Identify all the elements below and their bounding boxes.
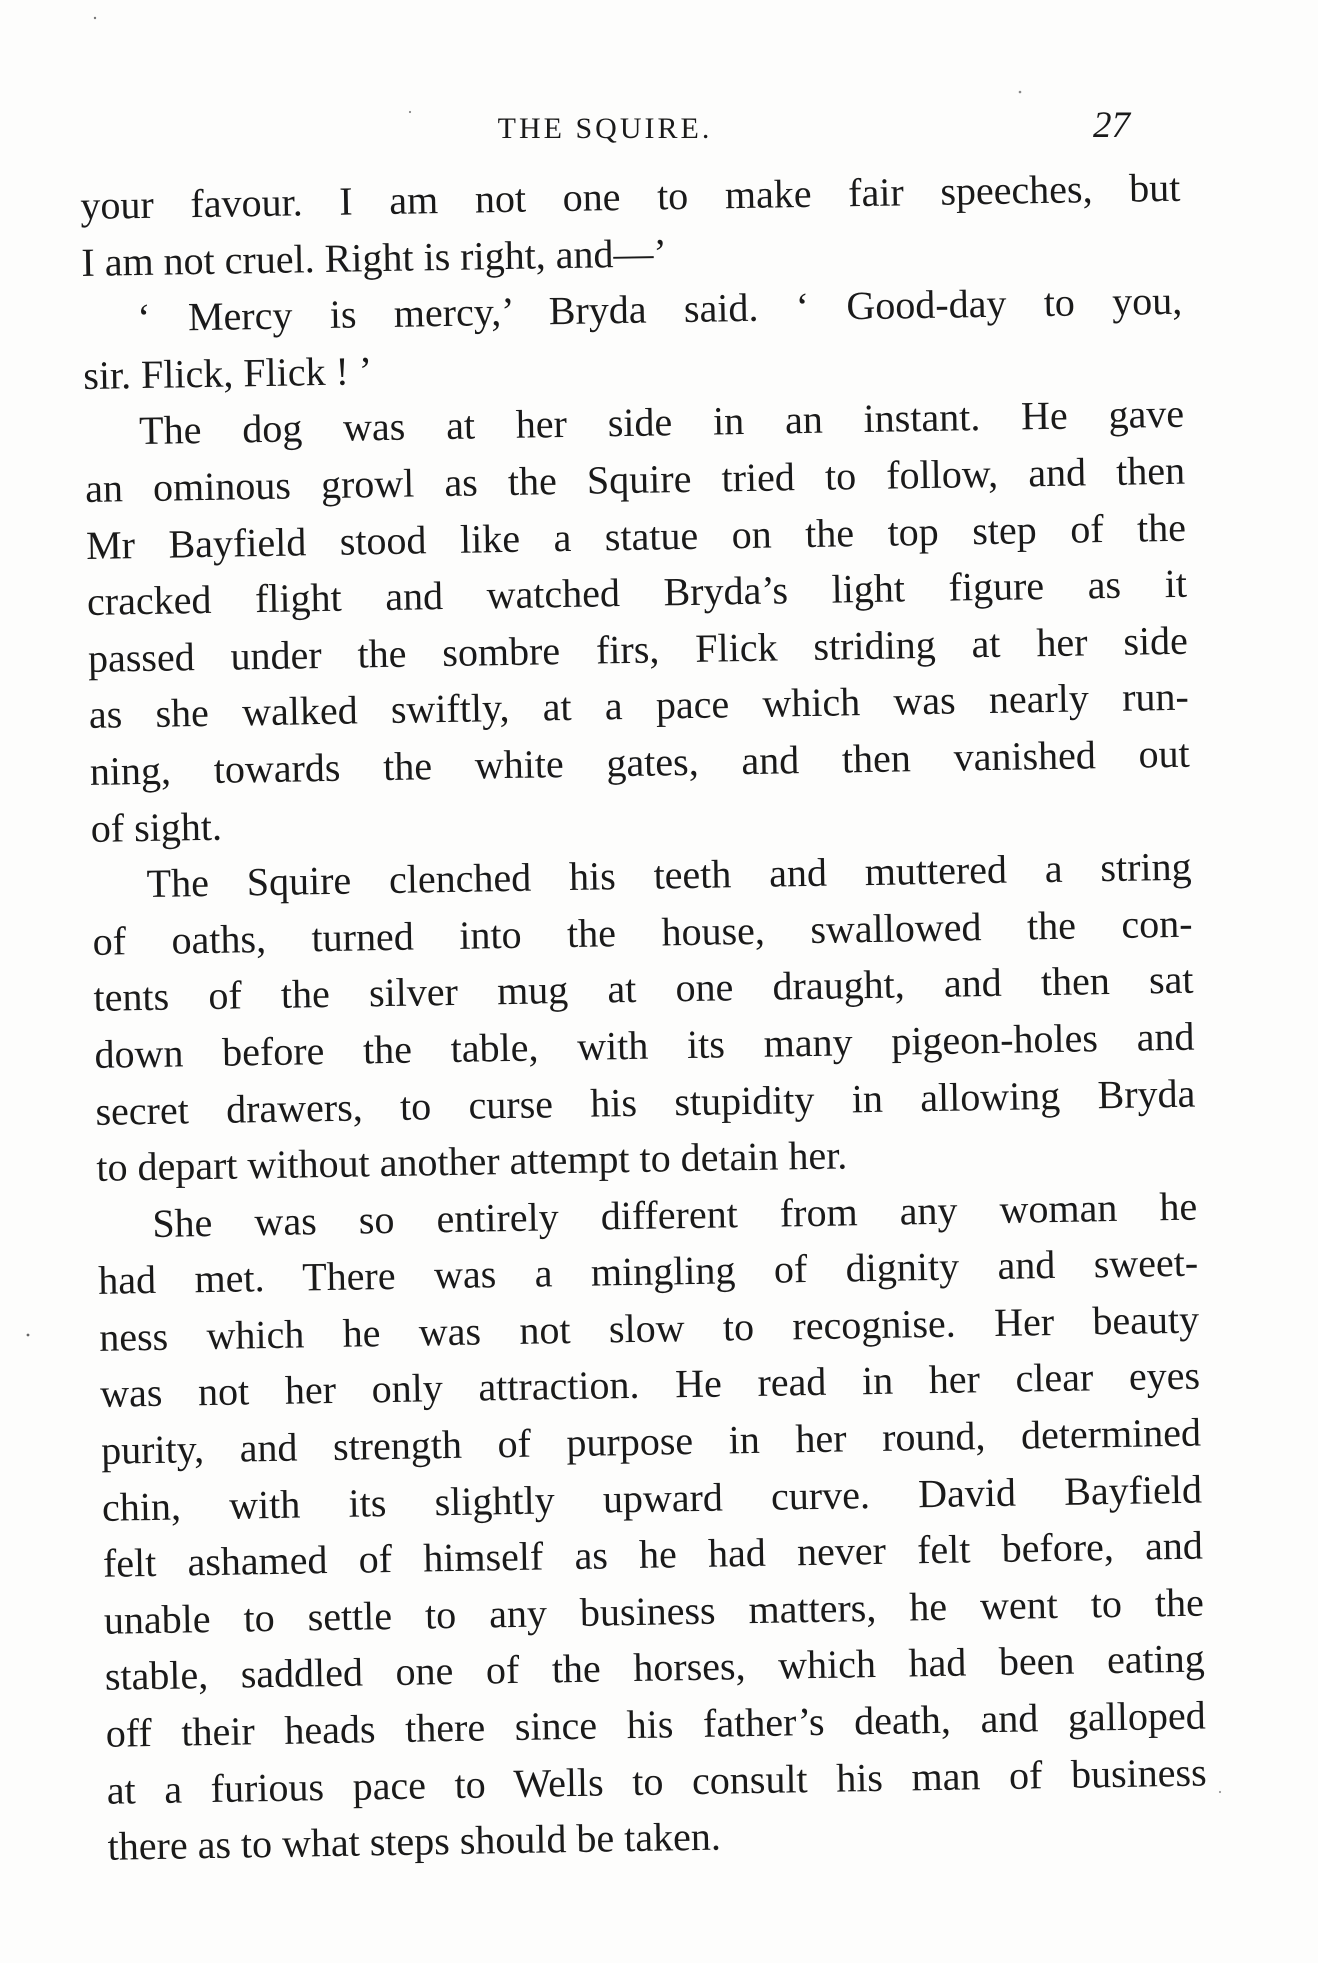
text-line: ness which he was not slow to recognise. Her beauty xyxy=(98,1296,1200,1360)
text-line: secret drawers, to curse his stupidity in allowing Bryda xyxy=(95,1070,1196,1134)
text-line: The Squire clenched his teeth and muttered a string xyxy=(146,843,1192,907)
running-head xyxy=(80,104,1130,150)
text-line: down before the table, with its many pigeon-holes and xyxy=(94,1013,1195,1077)
text-line: your favour. I am not one to make fair speeches, but xyxy=(80,164,1181,228)
text-line: of oaths, turned into the house, swallowed the con- xyxy=(92,900,1193,964)
text-line: there as to what steps should be taken. xyxy=(107,1813,722,1869)
text-line: felt ashamed of himself as he had never felt before, and xyxy=(102,1522,1204,1587)
text-line: passed under the sombre firs, Flick striding at her side xyxy=(87,617,1189,681)
text-line: of sight. xyxy=(90,803,223,851)
text-line: Mr Bayfield stood like a statue on the top step of the xyxy=(85,504,1187,568)
text-line: She was so entirely different from any woman he xyxy=(151,1183,1198,1246)
text-line: an ominous growl as the Squire tried to follow, and then xyxy=(84,447,1186,511)
text-line: purity, and strength of purpose in her round, determined xyxy=(100,1409,1202,1473)
body-text xyxy=(80,160,1208,1876)
running-title: THE SQUIRE. xyxy=(497,112,713,145)
text-line: had met. There was a mingling of dignity and sweet- xyxy=(97,1239,1199,1304)
text-line: stable, saddled one of the horses, which had been eating xyxy=(104,1635,1206,1700)
text-line: ning, towards the white gates, and then vanished out xyxy=(89,730,1191,794)
text-line: ‘ Mercy is mercy,’ Bryda said. ‘ Good-day to you, xyxy=(136,277,1183,341)
text-line: The dog was at her side in an instant. He gave xyxy=(138,391,1185,454)
text-line: tents of the silver mug at one draught, and then sat xyxy=(93,956,1194,1021)
text-line: unable to settle to any business matters, he went to the xyxy=(103,1579,1205,1643)
text-line: sir. Flick, Flick ! ’ xyxy=(82,347,373,398)
text-line: as she walked swiftly, at a pace which was nearly run- xyxy=(88,674,1190,738)
text-line: cracked flight and watched Bryda’s light figure as it xyxy=(86,560,1188,625)
text-line: off their heads there since his father’s death, and galloped xyxy=(105,1692,1207,1756)
page-number: 27 xyxy=(1093,105,1130,146)
text-line: at a furious pace to Wells to consult his man of business xyxy=(106,1749,1207,1813)
text-line: to depart without another attempt to detain her. xyxy=(96,1132,848,1190)
text-line: I am not cruel. Right is right, and—’ xyxy=(81,229,668,285)
text-line: was not her only attraction. He read in her clear eyes xyxy=(99,1353,1201,1417)
text-line: chin, with its slightly upward curve. David Bayfield xyxy=(101,1466,1203,1530)
